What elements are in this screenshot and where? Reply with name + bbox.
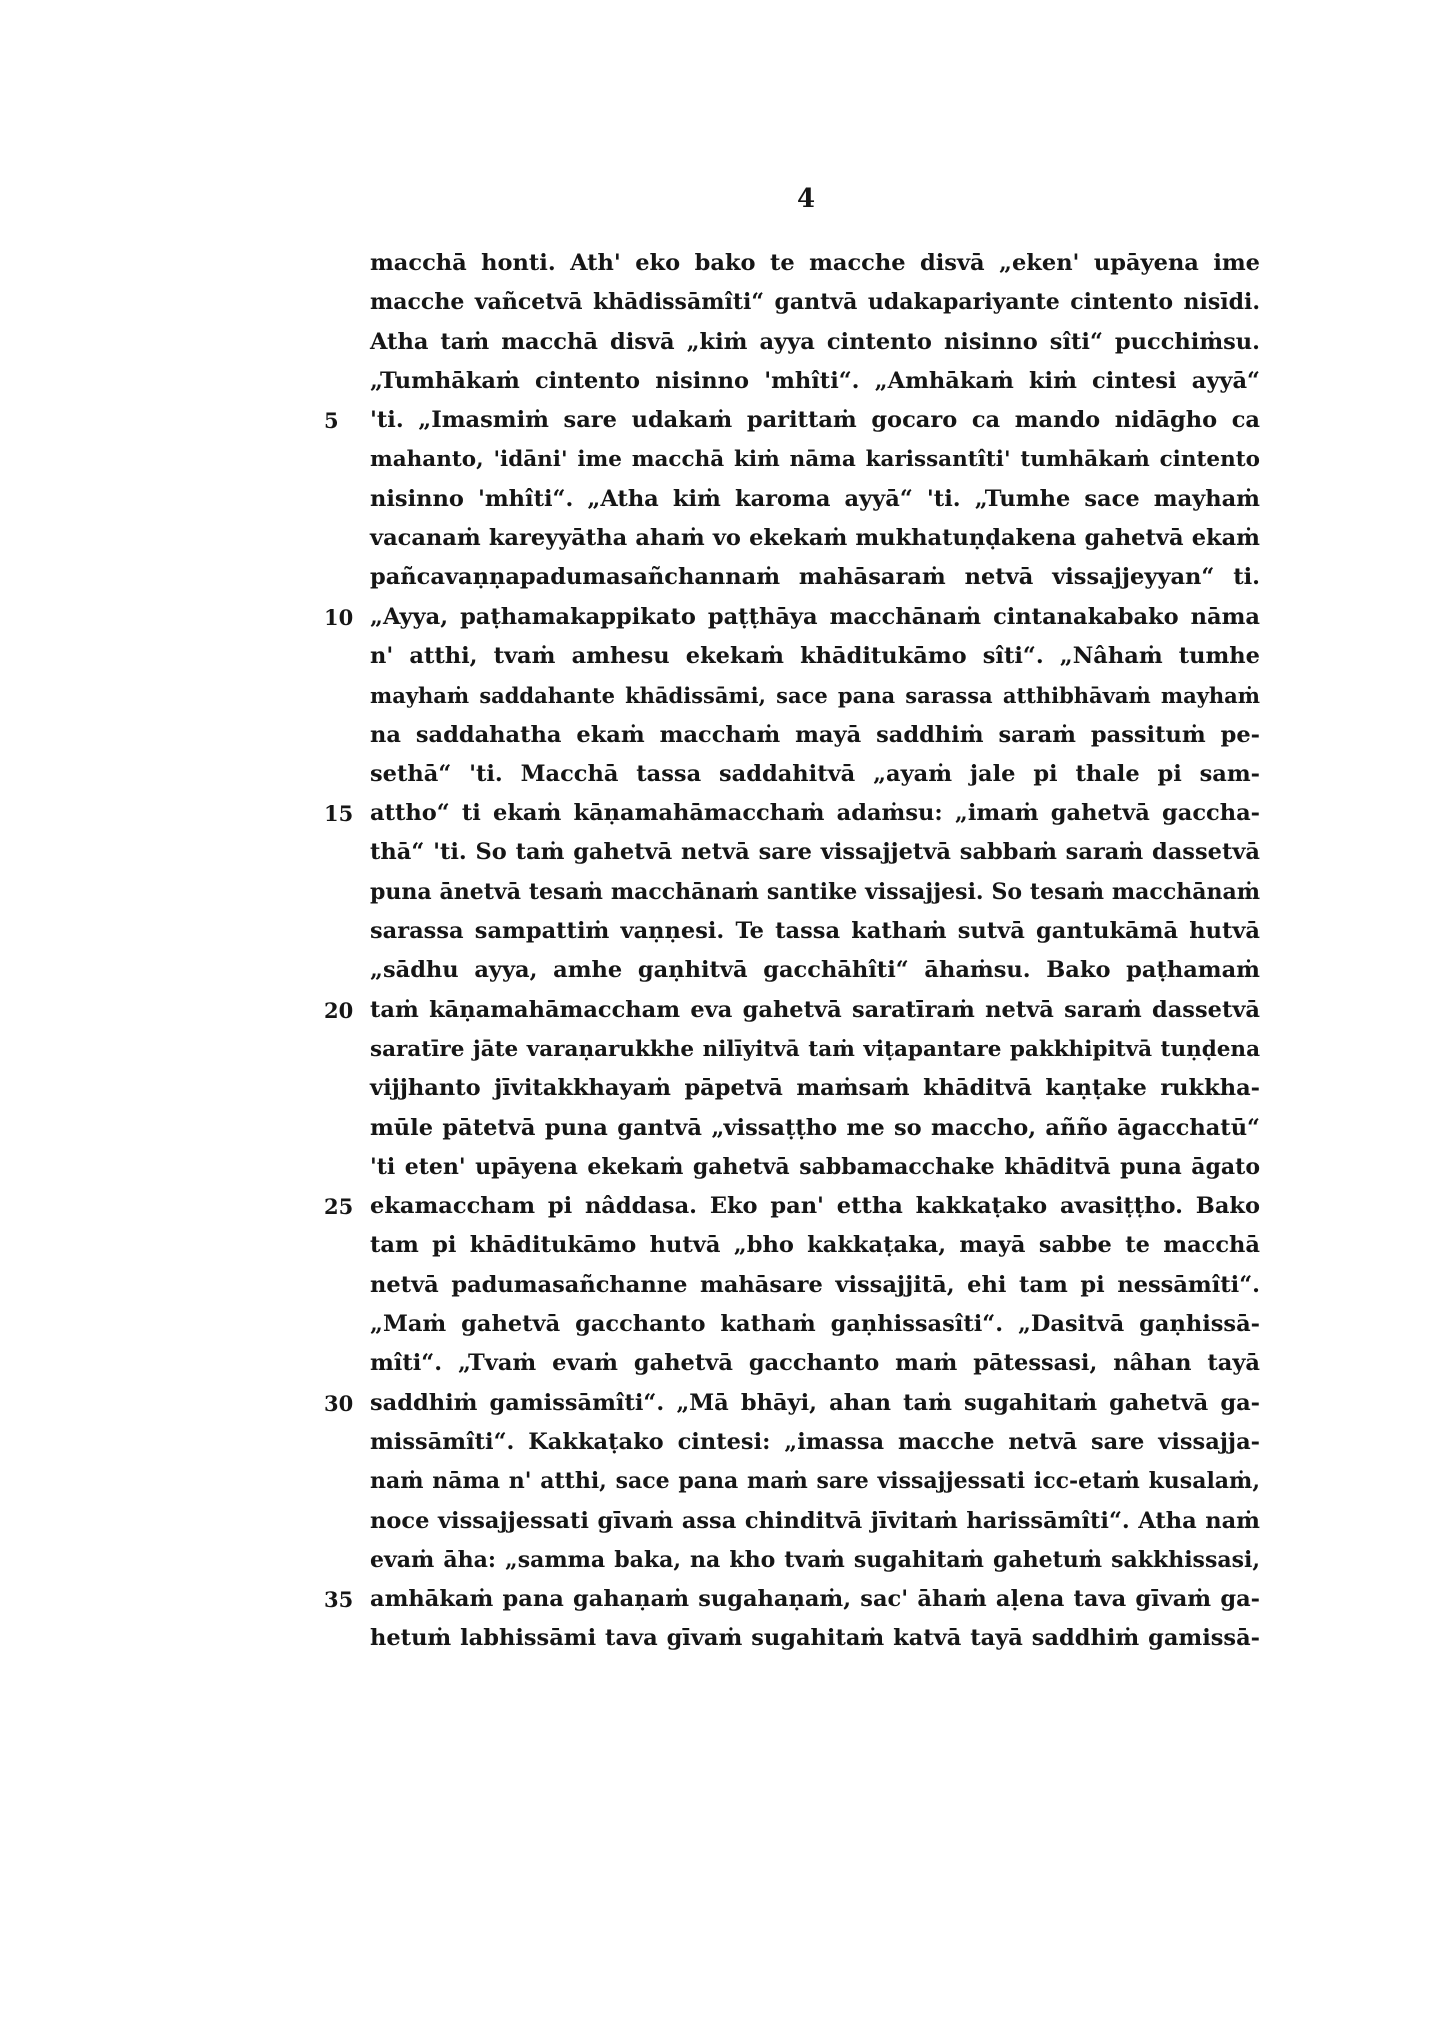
text-line — [370, 440, 1260, 479]
line-text: mahanto, 'idāni' ime macchā kiṁ nāma karissantîti' tumhākaṁ cintento — [370, 447, 1260, 473]
text-line — [370, 1423, 1260, 1462]
line-text: 'ti. „Imasmiṁ sare udakaṁ parittaṁ gocaro ca mando nidāgho ca — [370, 407, 1260, 434]
text-line — [370, 1619, 1260, 1658]
body-text — [324, 244, 1260, 1659]
text-line — [370, 1344, 1260, 1383]
line-text: evaṁ āha: „samma baka, na kho tvaṁ sugahitaṁ gahetuṁ sakkhissasi, — [370, 1546, 1260, 1573]
line-text: „Ayya, paṭhamakappikato paṭṭhāya macchānaṁ cintanakabako nāma — [370, 603, 1260, 630]
page-number: 4 — [796, 184, 816, 214]
text-line — [370, 716, 1260, 755]
line-text: na saddahatha ekaṁ macchaṁ mayā saddhiṁ saraṁ passituṁ pe- — [370, 721, 1260, 748]
text-line — [370, 558, 1260, 597]
text-line — [370, 1502, 1260, 1541]
line-text: mîti“. „Tvaṁ evaṁ gahetvā gacchanto maṁ pātessasi, nâhan tayā — [370, 1350, 1260, 1377]
text-line — [370, 1226, 1260, 1265]
line-number: 30 — [324, 1390, 354, 1416]
text-line — [324, 1187, 1260, 1226]
line-text: 'ti eten' upāyena ekekaṁ gahetvā sabbamacchake khāditvā puna āgato — [370, 1153, 1260, 1180]
line-number: 15 — [324, 801, 354, 827]
line-number: 35 — [324, 1587, 354, 1613]
text-line — [370, 519, 1260, 558]
line-text: thā“ 'ti. So taṁ gahetvā netvā sare vissajjetvā sabbaṁ saraṁ dassetvā — [370, 839, 1260, 866]
text-line — [370, 1541, 1260, 1580]
line-text: sarassa sampattiṁ vaṇṇesi. Te tassa kathaṁ sutvā gantukāmā hutvā — [370, 918, 1260, 945]
line-text: naṁ nāma n' atthi, sace pana maṁ sare vissajjessati icc-etaṁ kusalaṁ, — [370, 1468, 1260, 1495]
line-text: taṁ kāṇamahāmaccham eva gahetvā saratīraṁ netvā saraṁ dassetvā — [370, 996, 1260, 1023]
line-text: saratīre jāte varaṇarukkhe nilīyitvā taṁ viṭapantare pakkhipitvā tuṇḍena — [370, 1036, 1260, 1062]
line-text: saddhiṁ gamissāmîti“. „Mā bhāyi, ahan taṁ sugahitaṁ gahetvā ga- — [370, 1389, 1260, 1416]
text-line — [370, 1305, 1260, 1344]
text-line — [370, 637, 1260, 676]
text-line — [370, 362, 1260, 401]
line-text: netvā padumasañchanne mahāsare vissajjitā, ehi tam pi nessāmîti“. — [370, 1271, 1260, 1298]
text-line — [324, 991, 1260, 1030]
text-line — [324, 1384, 1260, 1423]
line-text: noce vissajjessati gīvaṁ assa chinditvā jīvitaṁ harissāmîti“. Atha naṁ — [370, 1507, 1260, 1534]
text-line — [370, 1030, 1260, 1069]
line-number: 10 — [324, 604, 354, 630]
text-line — [370, 480, 1260, 519]
line-text: sethā“ 'ti. Macchā tassa saddahitvā „ayaṁ jale pi thale pi sam- — [370, 760, 1260, 787]
text-line — [370, 833, 1260, 872]
text-line — [370, 873, 1260, 912]
line-text: „sādhu ayya, amhe gaṇhitvā gacchāhîti“ āhaṁsu. Bako paṭhamaṁ — [370, 957, 1260, 984]
line-number: 25 — [324, 1194, 354, 1220]
line-text: „Maṁ gahetvā gacchanto kathaṁ gaṇhissasîti“. „Dasitvā gaṇhissā- — [370, 1311, 1260, 1338]
text-line — [324, 794, 1260, 833]
line-text: puna ānetvā tesaṁ macchānaṁ santike vissajjesi. So tesaṁ macchānaṁ — [370, 878, 1260, 905]
text-line — [370, 755, 1260, 794]
line-text: tam pi khāditukāmo hutvā „bho kakkaṭaka, mayā sabbe te macchā — [370, 1232, 1260, 1259]
text-line — [370, 283, 1260, 322]
line-number: 5 — [324, 408, 339, 434]
line-text: pañcavaṇṇapadumasañchannaṁ mahāsaraṁ netvā vissajjeyyan“ ti. — [370, 564, 1260, 591]
line-text: mūle pātetvā puna gantvā „vissaṭṭho me so maccho, añño āgacchatū“ — [370, 1114, 1260, 1141]
line-text: n' atthi, tvaṁ amhesu ekekaṁ khāditukāmo sîti“. „Nâhaṁ tumhe — [370, 642, 1260, 669]
text-line — [370, 676, 1260, 715]
line-text: macche vañcetvā khādissāmîti“ gantvā udakapariyante cintento nisīdi. — [370, 289, 1260, 316]
text-line — [370, 244, 1260, 283]
line-text: macchā honti. Ath' eko bako te macche disvā „eken' upāyena ime — [370, 250, 1260, 276]
text-line — [370, 951, 1260, 990]
line-text: ekamaccham pi nâddasa. Eko pan' ettha kakkaṭako avasiṭṭho. Bako — [370, 1193, 1260, 1220]
text-line — [370, 1148, 1260, 1187]
text-line — [324, 1580, 1260, 1619]
text-line — [324, 598, 1260, 637]
line-text: vacanaṁ kareyyātha ahaṁ vo ekekaṁ mukhatuṇḍakena gahetvā ekaṁ — [370, 525, 1260, 552]
text-line — [370, 1462, 1260, 1501]
line-text: Atha taṁ macchā disvā „kiṁ ayya cintento nisinno sîti“ pucchiṁsu. — [370, 328, 1260, 355]
line-text: missāmîti“. Kakkaṭako cintesi: „imassa macche netvā sare vissajja- — [370, 1428, 1260, 1455]
line-text: amhākaṁ pana gahaṇaṁ sugahaṇaṁ, sac' āhaṁ aḷena tava gīvaṁ ga- — [370, 1586, 1260, 1613]
line-number: 20 — [324, 997, 354, 1023]
line-text: hetuṁ labhissāmi tava gīvaṁ sugahitaṁ katvā tayā saddhiṁ gamissā- — [370, 1625, 1260, 1652]
line-text: nisinno 'mhîti“. „Atha kiṁ karoma ayyā“ 'ti. „Tumhe sace mayhaṁ — [370, 485, 1260, 512]
text-line — [370, 912, 1260, 951]
text-line — [324, 401, 1260, 440]
text-line — [370, 323, 1260, 362]
text-line — [370, 1109, 1260, 1148]
line-text: mayhaṁ saddahante khādissāmi, sace pana sarassa atthibhāvaṁ mayhaṁ — [370, 683, 1260, 709]
line-text: „Tumhākaṁ cintento nisinno 'mhîti“. „Amhākaṁ kiṁ cintesi ayyā“ — [370, 367, 1260, 394]
text-line — [370, 1266, 1260, 1305]
text-line — [370, 1069, 1260, 1108]
line-text: attho“ ti ekaṁ kāṇamahāmacchaṁ adaṁsu: „imaṁ gahetvā gaccha- — [370, 800, 1260, 827]
line-text: vijjhanto jīvitakkhayaṁ pāpetvā maṁsaṁ khāditvā kaṇṭake rukkha- — [370, 1075, 1260, 1102]
